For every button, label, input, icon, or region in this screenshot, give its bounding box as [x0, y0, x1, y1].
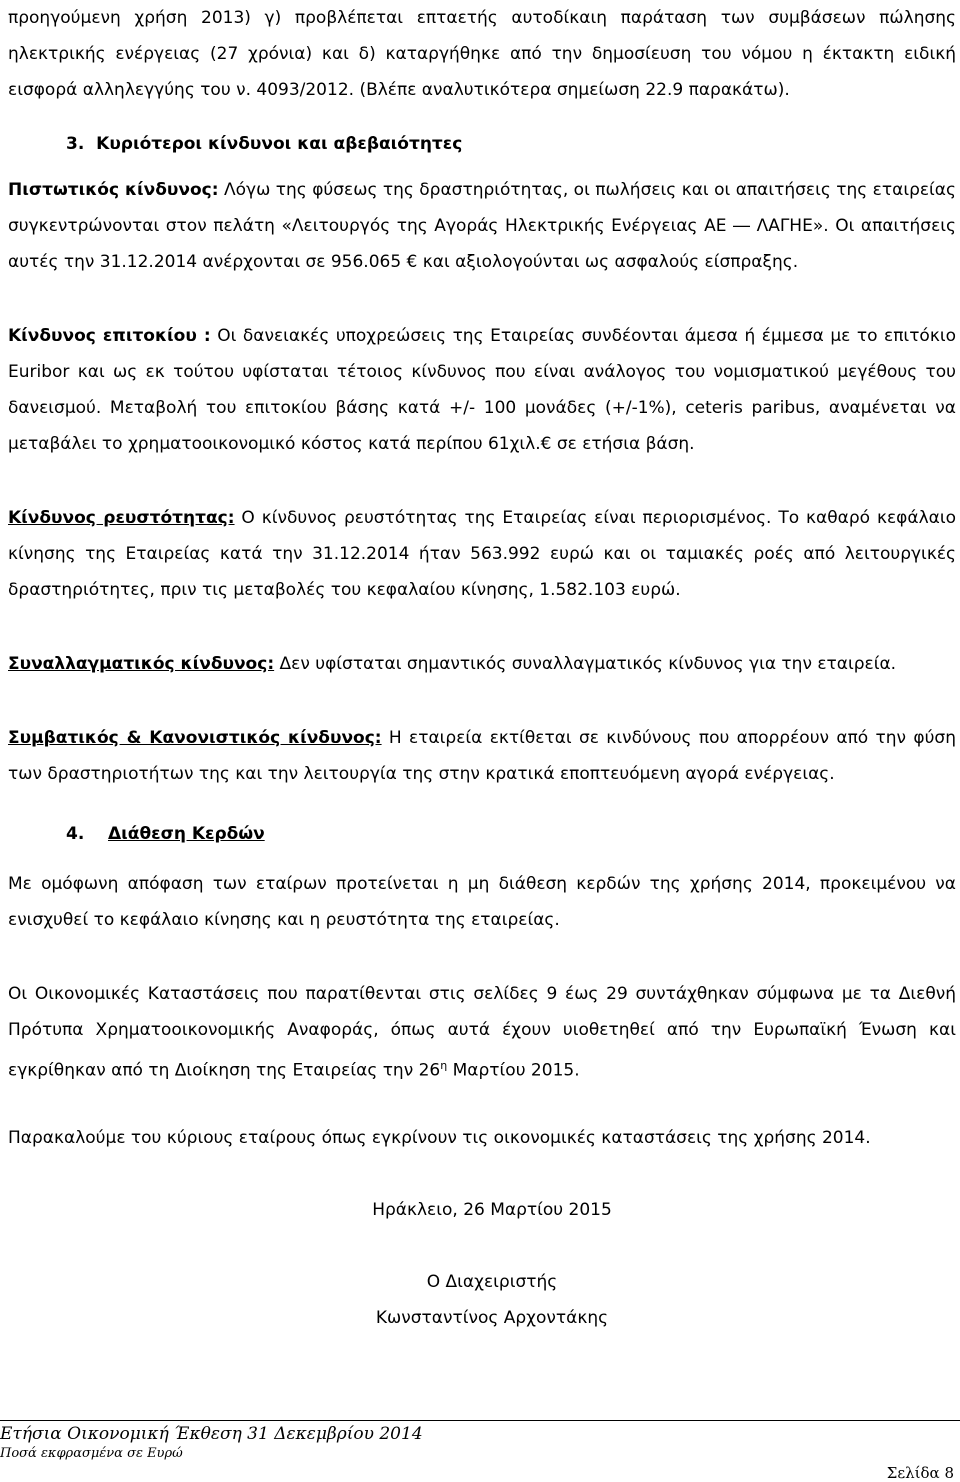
liquidity-risk-text: Ο κίνδυνος ρευστότητας της Εταιρείας είναι περιορισμένος. Το καθαρό κεφάλαιο κίνησης της Εταιρείας κατά την 31.12.2014 ήταν 563.992 ευρώ και οι ταμιακές ροές από λειτουργικές δραστηριότητες, πριν τις μεταβολές του κεφαλαίου κίνησης, 1.582.103 ευρώ. [8, 508, 957, 600]
interest-risk-paragraph [8, 318, 956, 462]
liquidity-risk-label: Κίνδυνος ρευστότητας: [8, 508, 235, 528]
signatory-name: Κωνσταντίνος Αρχοντάκης [375, 1308, 609, 1328]
interest-risk-label: Κίνδυνος επιτοκίου : [8, 326, 211, 346]
credit-risk-label: Πιστωτικός κίνδυνος: [8, 180, 219, 200]
fx-risk-text: Δεν υφίσταται σημαντικός συναλλαγματικός κίνδυνος για την εταιρεία. [274, 654, 897, 674]
intro-paragraph [8, 0, 956, 108]
credit-risk-paragraph [8, 172, 956, 280]
section-number: 3. [66, 134, 85, 154]
footer-divider [0, 1420, 960, 1421]
credit-risk-text: Λόγω της φύσεως της δραστηριότητας, οι πωλήσεις και οι απαιτήσεις της εταιρείας συγκεντρώνονται στον πελάτη «Λειτουργός της Αγοράς Ηλεκτρικής Ενέργειας ΑΕ ― ΛΑΓΗΕ». Οι απαιτήσεις αυτές την 31.12.2014 ανέρχονται σε 956.065 € και αξιολογούνται ως ασφαλούς είσπραξης. [8, 180, 956, 272]
intro-line: προηγούμενη χρήση 2013) γ) προβλέπεται επταετής αυτοδίκαιη παράταση των συμβάσεων πώλησης [8, 8, 956, 28]
section-number: 4. [66, 824, 85, 844]
signature-block [8, 1192, 960, 1336]
liquidity-risk-paragraph [8, 500, 956, 608]
section-3-heading [66, 126, 462, 162]
page-footer [0, 1420, 960, 1480]
section-4-heading [66, 816, 265, 852]
intro-line: εισφορά αλληλεγγύης του ν. 4093/2012. (Βλέπε αναλυτικότερα σημείωση 22.9 παρακάτω). [8, 80, 790, 100]
footer-currency-note: Ποσά εκφρασμένα σε Ευρώ [0, 1446, 183, 1461]
financial-statements-paragraph [8, 976, 956, 1089]
regulatory-risk-label: Συμβατικός & Κανονιστικός κίνδυνος: [8, 728, 382, 748]
statements-superscript: η [440, 1059, 448, 1072]
statements-text: Οι Οικονομικές Καταστάσεις που παρατίθενται στις σελίδες 9 έως 29 συντάχθηκαν σύμφωνα με τα Διεθνή Πρότυπα Χρηματοοικονομικής Αναφοράς, όπως αυτά έχουν υιοθετηθεί από την Ευρωπαϊκή Ένωση και εγκρίθηκαν από τη Διοίκηση της Εταιρείας την 26 [8, 984, 956, 1081]
statements-text-end: Μαρτίου 2015. [447, 1060, 580, 1081]
regulatory-risk-text: Η εταιρεία εκτίθεται σε κινδύνους που απορρέουν από την φύση των δραστηριοτήτων της και την λειτουργία της στην κρατικά εποπτευόμενη αγορά ενέργειας. [8, 728, 956, 784]
place-date: Ηράκλειο, 26 Μαρτίου 2015 [372, 1200, 612, 1220]
profit-distribution-paragraph [8, 866, 956, 938]
page-number: Σελίδα 8 [886, 1464, 954, 1482]
profit-distribution-text: Με ομόφωνη απόφαση των εταίρων προτείνεται η μη διάθεση κερδών της χρήσης 2014, προκειμένου να ενισχυθεί το κεφάλαιο κίνησης και η ρευστότητα της εταιρείας. [8, 874, 956, 930]
footer-report-title: Ετήσια Οικονομική Έκθεση 31 Δεκεμβρίου 2014 [0, 1424, 423, 1444]
section-title: Διάθεση Κερδών [107, 824, 265, 844]
approval-request-text: Παρακαλούμε του κύριους εταίρους όπως εγκρίνουν τις οικονομικές καταστάσεις της χρήσης 2014. [8, 1128, 871, 1148]
section-title: Κυριότεροι κίνδυνοι και αβεβαιότητες [96, 134, 463, 154]
fx-risk-paragraph [8, 646, 956, 682]
interest-risk-text: Οι δανειακές υποχρεώσεις της Εταιρείας συνδέονται άμεσα ή έμμεσα με το επιτόκιο Euribor και ως εκ τούτου υφίσταται τέτοιος κίνδυνος που είναι ανάλογος του νομισματικού μεγέθους του δανεισμού. Μεταβολή του επιτοκίου βάσης κατά +/- 100 μονάδες (+/-1%), ceteris paribus, αναμένεται να μεταβάλει το χρηματοοικονομικό κόστος κατά περίπου 61χιλ.€ σε ετήσια βάση. [8, 326, 956, 454]
approval-request-paragraph [8, 1120, 956, 1156]
regulatory-risk-paragraph [8, 720, 956, 792]
fx-risk-label: Συναλλαγματικός κίνδυνος: [8, 654, 275, 674]
signatory-role: Ο Διαχειριστής [426, 1272, 558, 1292]
intro-line: ηλεκτρικής ενέργειας (27 χρόνια) και δ) καταργήθηκε από την δημοσίευση του νόμου η έκτακτη ειδική [8, 44, 956, 64]
